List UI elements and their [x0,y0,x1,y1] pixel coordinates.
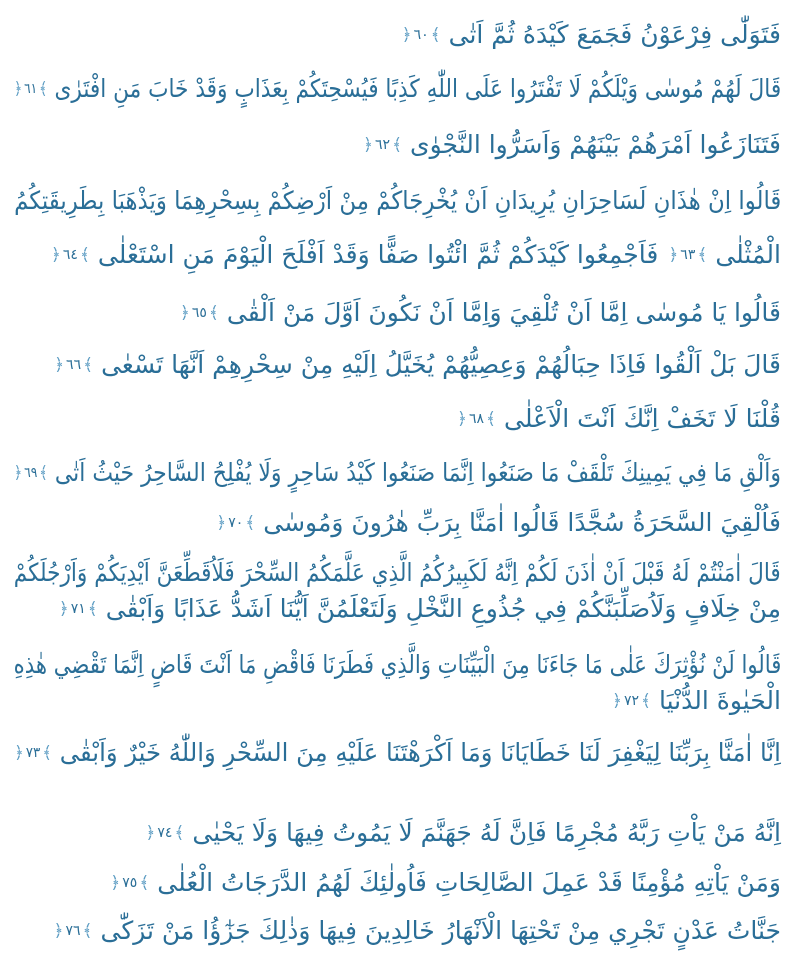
verse-line-14 [612,684,781,718]
verse-text: جَنَّاتُ عَدْنٍ تَجْرِي مِنْ تَحْتِهَا الْاَنْهَارُ خَالِدِينَ فِيهَا وَذٰلِكَ جَزٰٓؤُا مَنْ تَزَكّٰى [100,916,781,945]
verse-number-marker: ﴾ ٦٨ ﴿ [457,409,496,429]
verse-number-marker: ﴾ ٦٠ ﴿ [401,25,441,45]
verse-text: الْمُثْلٰى [715,240,781,269]
verse-text: قَالَ بَلْ اَلْقُوا فَاِذَا حِبَالُهُمْ وَعِصِيُّهُمْ يُخَيَّلُ اِلَيْهِ مِنْ سِحْرِهِمْ اَنَّهَا تَسْعٰى [101,350,781,379]
verse-text: مِنْ خِلَافٍ وَلَاُصَلِّبَنَّكُمْ فِي جُذُوعِ النَّخْلِ وَلَتَعْلَمُنَّ اَيُّنَا اَشَدُّ عَذَابًا وَاَبْقٰى [105,594,781,623]
verse-text: قَالَ لَهُمْ مُوسٰى وَيْلَكُمْ لَا تَفْتَرُوا عَلَى اللّٰهِ كَذِبًا فَيُسْحِتَكُمْ بِعَذَابٍ وَقَدْ خَابَ مَنِ افْتَرٰى [54,74,781,103]
verse-line-12 [59,592,781,626]
verse-text: فَتَنَازَعُوا اَمْرَهُمْ بَيْنَهُمْ وَاَسَرُّوا النَّجْوٰى [410,130,781,159]
verse-text: قَالَ اٰمَنْتُمْ لَهُ قَبْلَ اَنْ اٰذَنَ لَكُمْ اِنَّهُ لَكَبِيرُكُمُ الَّذِي عَلَّمَكُمُ السِّحْرَ فَلَاُقَطِّعَنَّ اَيْدِيَكُمْ وَاَرْجُلَكُمْ [14,558,781,587]
verse-number-marker: ﴾ ٧٠ ﴿ [216,513,256,533]
verse-line-11 [14,556,781,590]
verse-line-17 [110,866,781,900]
verse-text: فَتَوَلّٰى فِرْعَوْنُ فَجَمَعَ كَيْدَهُ ثُمَّ اَتٰى [448,20,781,49]
verse-number-marker: ﴾ ٧٥ ﴿ [110,873,150,893]
verse-line-1 [402,18,781,52]
verse-line-5 [51,238,781,272]
verse-number-marker: ﴾ ٧١ ﴿ [58,599,98,619]
verse-line-7 [54,348,781,382]
verse-number-marker: ﴾ ٧٢ ﴿ [612,691,651,711]
verse-line-18 [54,914,782,948]
verse-number-marker: ﴾ ٦١ ﴿ [13,79,48,99]
verse-line-2 [14,72,781,106]
verse-text: الْحَيٰوةَ الدُّنْيَا [658,686,781,715]
verse-number-marker: ﴾ ٦٥ ﴿ [179,303,219,323]
verse-line-4 [14,184,781,218]
verse-number-marker: ﴾ ٦٣ ﴿ [668,245,708,265]
verse-line-6 [180,296,781,330]
verse-number-marker: ﴾ ٦٤ ﴿ [50,245,90,265]
verse-line-8 [457,402,781,436]
verse-line-9 [14,456,781,490]
verse-line-16 [145,816,781,850]
verse-text: فَاَجْمِعُوا كَيْدَكُمْ ثُمَّ ائْتُوا صَفًّا وَقَدْ اَفْلَحَ الْيَوْمَ مَنِ اسْتَعْلٰى [97,240,659,269]
verse-text: قَالُوا اِنْ هٰذَانِ لَسَاحِرَانِ يُرِيدَانِ اَنْ يُخْرِجَاكُمْ مِنْ اَرْضِكُمْ بِسِحْرِهِمَا وَيَذْهَبَا بِطَرِيقَتِكُمُ [13,186,781,215]
verse-text: اِنَّا اٰمَنَّا بِرَبِّنَا لِيَغْفِرَ لَنَا خَطَايَانَا وَمَا اَكْرَهْتَنَا عَلَيْهِ مِنَ السِّحْرِ وَاللّٰهُ خَيْرٌ وَاَبْقٰى [59,738,781,767]
verse-text: قَالُوا لَنْ نُؤْثِرَكَ عَلٰى مَا جَاءَنَا مِنَ الْبَيِّنَاتِ وَالَّذِي فَطَرَنَا فَاقْضِ مَا اَنْتَ قَاضٍ اِنَّمَا تَقْضِي هٰذِهِ [13,650,781,679]
verse-text: وَاَلْقِ مَا فِي يَمِينِكَ تَلْقَفْ مَا صَنَعُوا اِنَّمَا صَنَعُوا كَيْدُ سَاحِرٍ وَلَا يُفْلِحُ السَّاحِرُ حَيْثُ اَتٰى [54,458,782,487]
verse-text: فَاُلْقِيَ السَّحَرَةُ سُجَّدًا قَالُوا اٰمَنَّا بِرَبِّ هٰرُونَ وَمُوسٰى [263,508,781,537]
verse-number-marker: ﴾ ٧٤ ﴿ [145,823,185,843]
verse-text: قَالُوا يَا مُوسٰى اِمَّا اَنْ تُلْقِيَ وَاِمَّا اَنْ نَكُونَ اَوَّلَ مَنْ اَلْقٰى [226,298,781,327]
verse-text: اِنَّهُ مَنْ يَاْتِ رَبَّهُ مُجْرِمًا فَاِنَّ لَهُ جَهَنَّمَ لَا يَمُوتُ فِيهَا وَلَا يَحْيٰى [192,818,781,847]
verse-line-3 [363,128,781,162]
verse-number-marker: ﴾ ٧٦ ﴿ [53,921,93,941]
verse-number-marker: ﴾ ٦٦ ﴿ [54,355,94,375]
verse-line-13 [13,648,781,682]
verse-text: قُلْنَا لَا تَخَفْ اِنَّكَ اَنْتَ الْاَعْلٰى [503,404,781,433]
verse-line-15 [14,736,781,770]
verse-line-10 [216,506,781,540]
verse-text: وَمَنْ يَاْتِهِ مُؤْمِنًا قَدْ عَمِلَ الصَّالِحَاتِ فَاُولٰئِكَ لَهُمُ الدَّرَجَاتُ الْعُلٰى [157,868,781,897]
verse-number-marker: ﴾ ٧٣ ﴿ [14,743,53,763]
verse-number-marker: ﴾ ٦٢ ﴿ [363,135,403,155]
verse-number-marker: ﴾ ٦٩ ﴿ [13,463,48,483]
